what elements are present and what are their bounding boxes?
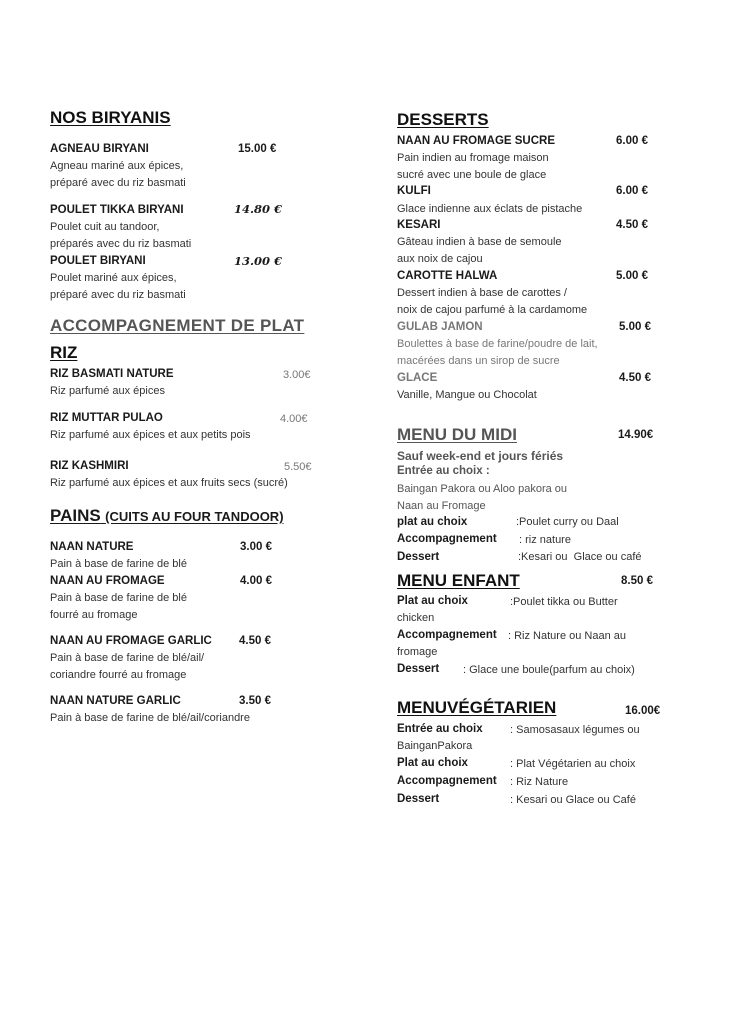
item-desc: Pain indien au fromage maison: [397, 152, 549, 164]
item-desc: Vanille, Mangue ou Chocolat: [397, 389, 537, 401]
row-value: :Poulet curry ou Daal: [516, 516, 619, 528]
row-value: :Poulet tikka ou Butter: [510, 596, 618, 608]
item-desc: noix de cajou parfumé à la cardamome: [397, 304, 588, 316]
item-price: 15.00 €: [238, 143, 277, 155]
item-name: NAAN AU FROMAGE GARLIC: [50, 635, 212, 647]
menu-price: 8.50 €: [621, 575, 653, 587]
item-name: CAROTTE HALWA: [397, 270, 498, 282]
row-value: : Riz Nature: [510, 776, 569, 788]
row-label: Dessert: [397, 551, 440, 563]
pains-subtitle: (CUITS AU FOUR TANDOOR): [105, 509, 284, 524]
row-label: Accompagnement: [397, 533, 497, 545]
row-value: : riz nature: [519, 534, 571, 546]
menu-note: Sauf week-end et jours fériés: [397, 449, 564, 463]
item-name: GULAB JAMON: [397, 321, 483, 333]
entree-label: Entrée au choix :: [397, 465, 490, 477]
item-desc: préparés avec du riz basmati: [50, 238, 192, 250]
section-title-menu-vegetarien: MENUVÉGÉTARIEN: [397, 698, 557, 717]
item-desc: Glace indienne aux éclats de pistache: [397, 203, 583, 215]
item-price: 5.50€: [284, 461, 312, 473]
row-value-cont: BainganPakora: [397, 740, 473, 752]
item-desc: Boulettes à base de farine/poudre de lait,: [397, 338, 598, 350]
subsection-title-riz: RIZ: [50, 343, 78, 362]
menu-price: 14.90€: [618, 429, 654, 441]
item-name: NAAN NATURE: [50, 541, 134, 553]
section-title-menu-enfant: MENU ENFANT: [397, 571, 520, 590]
item-name: KESARI: [397, 219, 441, 231]
item-price: 5.00 €: [616, 270, 648, 282]
item-desc: Dessert indien à base de carottes /: [397, 287, 567, 299]
item-desc: Pain à base de farine de blé: [50, 558, 187, 570]
row-value-cont: fromage: [397, 646, 438, 658]
item-price: 3.00 €: [240, 541, 272, 553]
item-price: 4.50 €: [619, 372, 651, 384]
row-label: Plat au choix: [397, 595, 468, 607]
section-title-accompagnement: ACCOMPAGNEMENT DE PLAT: [50, 316, 305, 335]
item-desc: coriandre fourré au fromage: [50, 669, 187, 681]
item-name: NAAN NATURE GARLIC: [50, 695, 181, 707]
row-label: Dessert: [397, 663, 440, 675]
item-desc: macérées dans un sirop de sucre: [397, 355, 560, 367]
item-price-handwritten: 14.80 €: [234, 202, 283, 216]
row-value: : Plat Végétarien au choix: [510, 758, 636, 770]
item-name: POULET TIKKA BIRYANI: [50, 204, 184, 216]
entree-line: Naan au Fromage: [397, 500, 486, 512]
item-price: 3.00€: [283, 369, 311, 381]
item-price: 3.50 €: [239, 695, 271, 707]
row-value-cont: chicken: [397, 612, 435, 624]
row-value: : Glace une boule(parfum au choix): [463, 664, 635, 676]
item-desc: préparé avec du riz basmati: [50, 289, 186, 301]
item-price-handwritten: 13.00 €: [234, 254, 283, 268]
item-price: 5.00 €: [619, 321, 651, 333]
item-price: 4.00 €: [240, 575, 272, 587]
item-desc: Gâteau indien à base de semoule: [397, 236, 562, 248]
row-value: : Samosasaux légumes ou: [510, 724, 640, 736]
row-label: Entrée au choix: [397, 723, 483, 735]
row-value: :Kesari ou Glace ou café: [518, 551, 642, 563]
item-desc: Riz parfumé aux épices et aux petits pois: [50, 429, 251, 441]
row-label: plat au choix: [397, 516, 468, 528]
item-price: 4.50 €: [239, 635, 271, 647]
item-desc: fourré au fromage: [50, 609, 138, 621]
section-title-biryanis: NOS BIRYANIS: [50, 108, 171, 127]
row-label: Accompagnement: [397, 629, 497, 641]
item-name: NAAN AU FROMAGE SUCRE: [397, 135, 556, 147]
item-desc: Riz parfumé aux épices et aux fruits secs (sucré): [50, 477, 288, 489]
entree-line: Baingan Pakora ou Aloo pakora ou: [397, 483, 568, 495]
item-name: POULET BIRYANI: [50, 255, 146, 267]
item-desc: Poulet cuit au tandoor,: [50, 221, 160, 233]
item-desc: Pain à base de farine de blé: [50, 592, 187, 604]
item-price: 4.00€: [280, 413, 308, 425]
item-desc: sucré avec une boule de glace: [397, 169, 547, 181]
row-label: Accompagnement: [397, 775, 497, 787]
item-desc: Poulet mariné aux épices,: [50, 272, 177, 284]
section-title-menu-midi: MENU DU MIDI: [397, 425, 517, 444]
item-name: RIZ BASMATI NATURE: [50, 368, 174, 380]
item-desc: préparé avec du riz basmati: [50, 177, 186, 189]
item-name: GLACE: [397, 372, 438, 384]
item-desc: Riz parfumé aux épices: [50, 385, 165, 397]
item-name: KULFI: [397, 185, 431, 197]
row-label: Dessert: [397, 793, 440, 805]
section-title-desserts: DESSERTS: [397, 110, 489, 129]
item-desc: Agneau mariné aux épices,: [50, 160, 184, 172]
item-name: NAAN AU FROMAGE: [50, 575, 165, 587]
item-price: 6.00 €: [616, 135, 648, 147]
row-label: Plat au choix: [397, 757, 468, 769]
item-desc: aux noix de cajou: [397, 253, 483, 265]
item-price: 4.50 €: [616, 219, 648, 231]
row-value: : Riz Nature ou Naan au: [508, 630, 627, 642]
row-value: : Kesari ou Glace ou Café: [510, 794, 636, 806]
pains-title: PAINS: [50, 506, 101, 525]
item-name: RIZ MUTTAR PULAO: [50, 412, 163, 424]
item-price: 6.00 €: [616, 185, 648, 197]
item-desc: Pain à base de farine de blé/ail/: [50, 652, 205, 664]
menu-price: 16.00€: [625, 705, 661, 717]
item-name: RIZ KASHMIRI: [50, 460, 129, 472]
item-name: AGNEAU BIRYANI: [50, 143, 149, 155]
item-desc: Pain à base de farine de blé/ail/coriandre: [50, 712, 250, 724]
section-title-pains: [50, 507, 284, 525]
